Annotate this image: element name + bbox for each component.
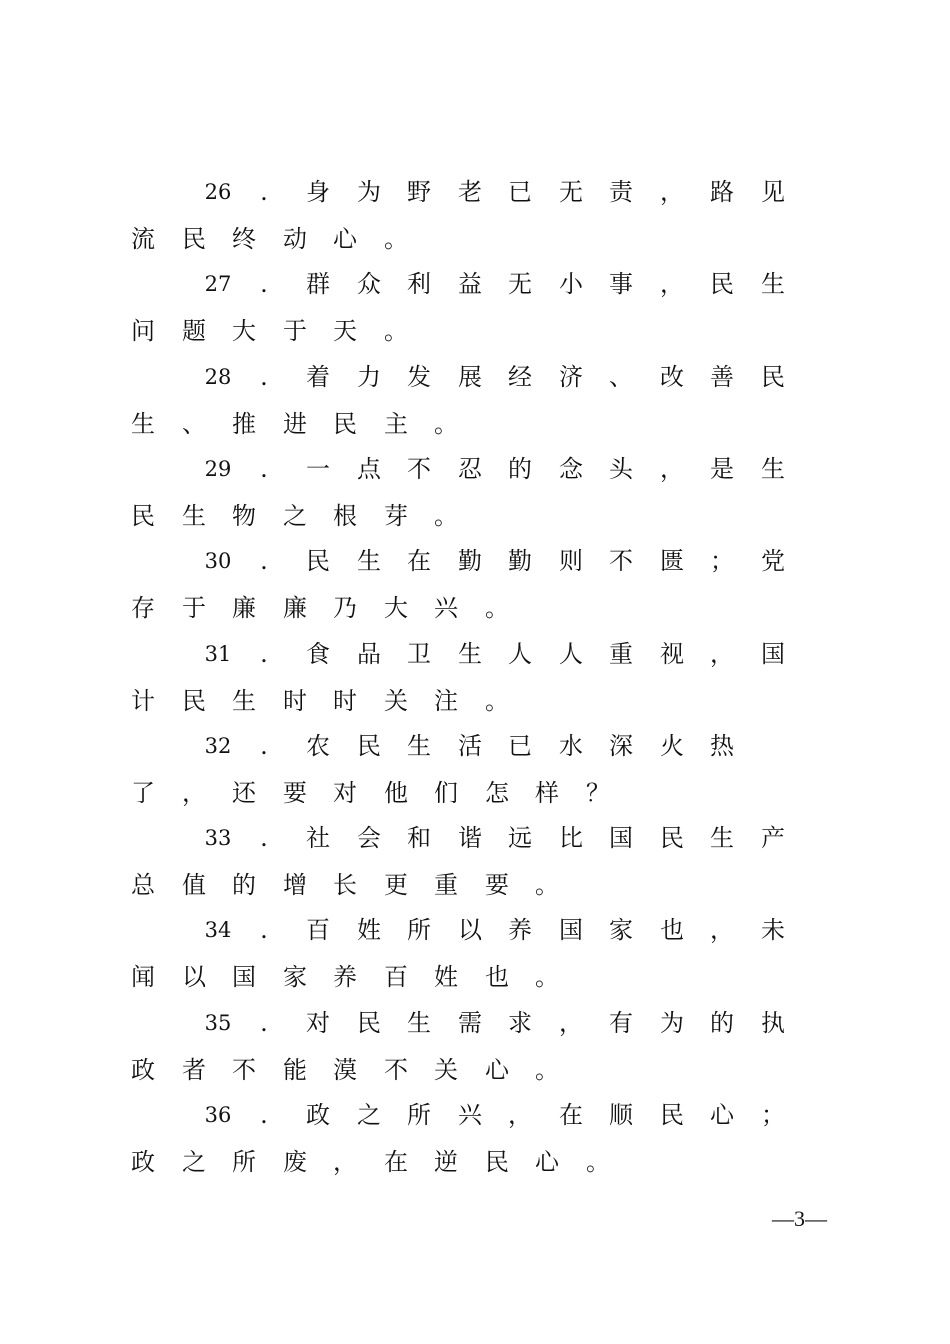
text-char: 总 [131,871,155,899]
text-char: 民 [131,502,155,530]
text-char: 值 [182,871,206,899]
text-char: 样 [535,779,559,807]
text-char: 、 [609,363,633,391]
text-char: 兴 [434,594,458,622]
text-char: 忍 [458,455,482,483]
text-char: 顺 [609,1101,633,1129]
text-char: 根 [333,502,357,530]
text-char: 了 [131,779,155,807]
text-char: 时 [283,687,307,715]
entry-number: 32 [204,734,232,758]
entry-number: 34 [204,918,232,942]
text-char: 注 [434,687,458,715]
text-char: 人 [508,640,532,668]
text-char: 廉 [283,594,307,622]
text-char: 群 [306,270,330,298]
text-char: 要 [283,779,307,807]
entry-number-period: . [260,270,268,298]
text-char: 更 [384,871,408,899]
text-char: 之 [357,1101,381,1129]
text-char: 。 [586,1148,610,1176]
text-char: 小 [559,270,583,298]
text-char: 物 [232,502,256,530]
text-char: 生 [182,502,206,530]
text-char: 增 [283,871,307,899]
text-char: 产 [761,824,785,852]
text-char: 社 [306,824,330,852]
text-char: 民 [357,1009,381,1037]
text-char: 改 [660,363,684,391]
text-char: 国 [609,824,633,852]
text-char: 不 [407,455,431,483]
text-char: 一 [306,455,330,483]
text-char: 责 [609,178,633,206]
text-char: 国 [761,640,785,668]
text-char: 民 [660,824,684,852]
text-char: 动 [283,225,307,253]
text-char: 是 [710,455,734,483]
entry-number-period: . [260,178,268,206]
text-char: 活 [458,732,482,760]
text-char: 勤 [508,547,532,575]
text-char: ， [710,640,734,668]
text-char: 则 [559,547,583,575]
text-char: 民 [761,363,785,391]
text-char: 养 [508,916,532,944]
text-char: 未 [761,916,785,944]
text-char: 所 [407,1101,431,1129]
text-char: 生 [710,824,734,852]
text-char: 济 [559,363,583,391]
text-char: 不 [232,1056,256,1084]
text-char: 大 [232,317,256,345]
text-char: 他 [384,779,408,807]
text-char: 深 [609,732,633,760]
text-char: 见 [761,178,785,206]
text-char: 心 [710,1101,734,1129]
text-char: 所 [407,916,431,944]
text-char: 无 [508,270,532,298]
text-char: 于 [182,594,206,622]
text-char: 题 [182,317,206,345]
text-char: 天 [333,317,357,345]
text-char: 民 [710,270,734,298]
text-char: 不 [384,1056,408,1084]
text-char: 。 [535,963,559,991]
text-char: 。 [485,594,509,622]
entry-number-period: . [260,732,268,760]
entry-number: 26 [204,180,232,204]
entry-number: 30 [204,549,232,573]
text-char: 养 [333,963,357,991]
text-char: 热 [710,732,734,760]
text-char: 家 [283,963,307,991]
text-char: 老 [458,178,482,206]
text-char: 为 [357,178,381,206]
entry-number: 29 [204,457,232,481]
entry-number-period: . [260,916,268,944]
text-char: 兴 [458,1101,482,1129]
text-char: 于 [283,317,307,345]
text-char: 民 [333,410,357,438]
text-char: 的 [232,871,256,899]
text-char: 生 [357,547,381,575]
text-char: 为 [660,1009,684,1037]
text-char: 对 [306,1009,330,1037]
text-char: 在 [384,1148,408,1176]
text-char: 流 [131,225,155,253]
entry-number: 35 [204,1011,232,1035]
text-char: 推 [232,410,256,438]
text-char: 人 [559,640,583,668]
text-char: 众 [357,270,381,298]
text-char: 还 [232,779,256,807]
text-char: 漠 [333,1056,357,1084]
entry-number: 27 [204,272,232,296]
text-char: 民 [182,225,206,253]
entry-number-period: . [260,363,268,391]
text-char: 匮 [660,547,684,575]
text-char: ； [710,547,734,575]
text-char: 重 [609,640,633,668]
page-number: —3— [772,1206,827,1231]
text-char: 也 [485,963,509,991]
text-char: 废 [283,1148,307,1176]
text-char: 。 [434,502,458,530]
entry-number-period: . [260,547,268,575]
text-char: 计 [131,687,155,715]
text-char: 需 [458,1009,482,1037]
text-char: 的 [710,1009,734,1037]
text-char: 生 [458,640,482,668]
text-char: ， [710,916,734,944]
entry-number-period: . [260,1009,268,1037]
text-char: 视 [660,640,684,668]
text-char: 火 [660,732,684,760]
text-char: 民 [306,547,330,575]
text-char: 点 [357,455,381,483]
text-char: 政 [131,1148,155,1176]
text-char: 利 [407,270,431,298]
text-char: 比 [559,824,583,852]
text-char: 关 [434,1056,458,1084]
text-char: 能 [283,1056,307,1084]
text-char: 有 [609,1009,633,1037]
text-char: 的 [508,455,532,483]
text-char: 不 [609,547,633,575]
text-char: 芽 [384,502,408,530]
text-char: 。 [384,317,408,345]
text-char: 百 [306,916,330,944]
text-char: 。 [485,687,509,715]
text-char: 农 [306,732,330,760]
text-char: 党 [761,547,785,575]
text-char: 终 [232,225,256,253]
text-char: 谐 [458,824,482,852]
text-char: 时 [333,687,357,715]
text-char: 。 [384,225,408,253]
text-char: 问 [131,317,155,345]
text-char: 水 [559,732,583,760]
text-char: 民 [182,687,206,715]
text-char: 头 [609,455,633,483]
text-char: ， [660,455,684,483]
text-char: 身 [306,178,330,206]
text-char: 姓 [434,963,458,991]
text-char: 主 [384,410,408,438]
text-char: 之 [283,502,307,530]
text-char: 存 [131,594,155,622]
text-char: 卫 [407,640,431,668]
text-char: 已 [508,732,532,760]
text-char: 展 [458,363,482,391]
text-char: 和 [407,824,431,852]
entry-number-period: . [260,824,268,852]
text-char: 姓 [357,916,381,944]
entry-number: 28 [204,365,232,389]
text-char: 会 [357,824,381,852]
text-char: 逆 [434,1148,458,1176]
text-char: 生 [761,455,785,483]
text-char: 心 [333,225,357,253]
text-char: 也 [660,916,684,944]
text-char: 生 [761,270,785,298]
entry-number: 31 [204,642,232,666]
text-char: 食 [306,640,330,668]
text-char: 益 [458,270,482,298]
text-char: 念 [559,455,583,483]
text-char: 民 [357,732,381,760]
text-char: 着 [306,363,330,391]
text-char: ， [559,1009,583,1037]
text-char: 长 [333,871,357,899]
text-char: 心 [485,1056,509,1084]
text-char: 百 [384,963,408,991]
text-char: ， [333,1148,357,1176]
text-char: 、 [182,410,206,438]
text-char: 所 [232,1148,256,1176]
text-char: 远 [508,824,532,852]
text-char: 以 [458,916,482,944]
text-char: ； [761,1101,785,1129]
text-char: ， [660,270,684,298]
text-char: 进 [283,410,307,438]
text-char: 对 [333,779,357,807]
text-char: 已 [508,178,532,206]
text-char: 。 [535,1056,559,1084]
text-char: 勤 [458,547,482,575]
text-char: 乃 [333,594,357,622]
text-char: 在 [559,1101,583,1129]
text-char: 怎 [485,779,509,807]
text-char: ， [660,178,684,206]
text-char: 政 [306,1101,330,1129]
text-char: 心 [535,1148,559,1176]
text-char: 民 [660,1101,684,1129]
text-char: 发 [407,363,431,391]
text-char: 求 [508,1009,532,1037]
text-char: 善 [710,363,734,391]
text-char: 者 [182,1056,206,1084]
text-char: 。 [434,410,458,438]
text-char: 力 [357,363,381,391]
text-char: 品 [357,640,381,668]
text-char: ？ [586,779,610,807]
text-char: 在 [407,547,431,575]
text-char: 以 [182,963,206,991]
text-char: 关 [384,687,408,715]
text-char: 要 [485,871,509,899]
text-char: 经 [508,363,532,391]
text-char: 路 [710,178,734,206]
text-char: 们 [434,779,458,807]
text-char: 大 [384,594,408,622]
entry-number: 33 [204,826,232,850]
entry-number-period: . [260,640,268,668]
text-char: ， [182,779,206,807]
text-char: 生 [407,1009,431,1037]
text-char: ， [508,1101,532,1129]
text-char: 之 [182,1148,206,1176]
text-char: 生 [131,410,155,438]
entry-number-period: . [260,1101,268,1129]
text-char: 重 [434,871,458,899]
text-char: 生 [232,687,256,715]
text-char: 国 [232,963,256,991]
text-char: 民 [485,1148,509,1176]
text-char: 野 [407,178,431,206]
text-char: 。 [535,871,559,899]
entry-number-period: . [260,455,268,483]
text-char: 事 [609,270,633,298]
text-char: 国 [559,916,583,944]
text-char: 无 [559,178,583,206]
text-char: 执 [761,1009,785,1037]
text-char: 家 [609,916,633,944]
text-char: 廉 [232,594,256,622]
text-char: 生 [407,732,431,760]
entry-number: 36 [204,1103,232,1127]
text-char: 闻 [131,963,155,991]
text-char: 政 [131,1056,155,1084]
